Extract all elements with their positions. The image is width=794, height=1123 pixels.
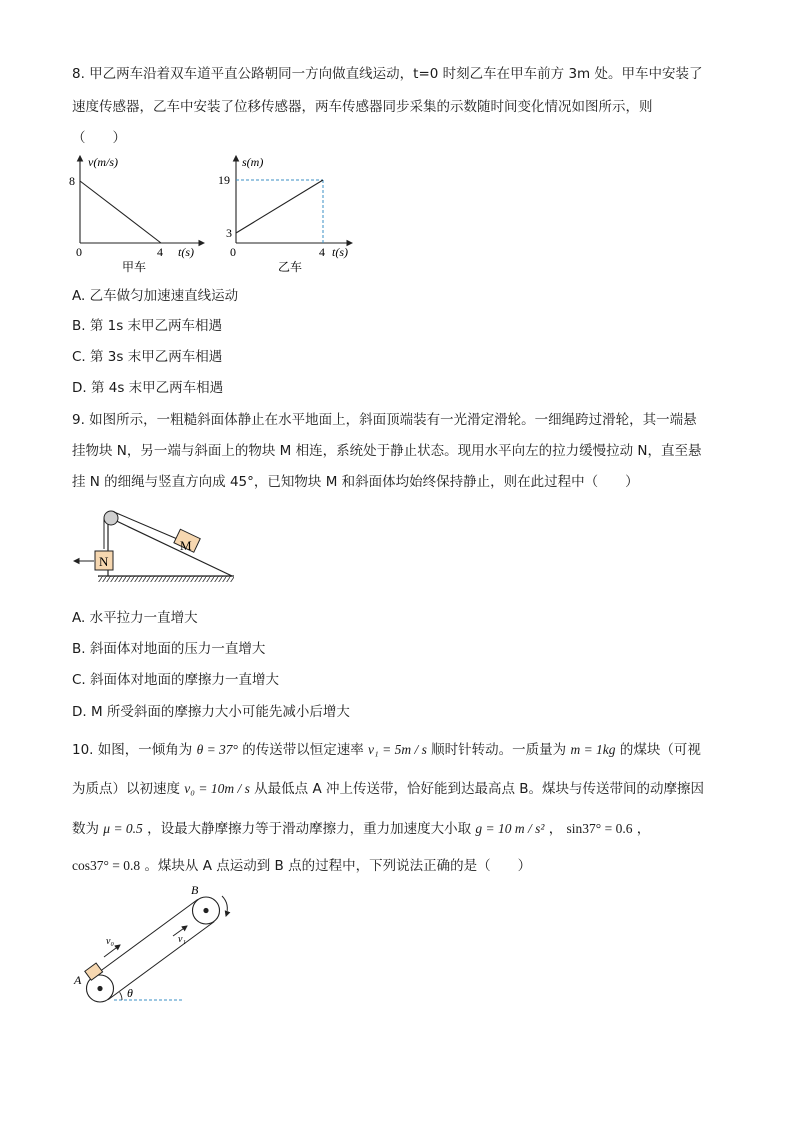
q8-graph-car-b [214, 152, 364, 274]
q10-text: 10. 如图，一倾角为 [72, 742, 193, 758]
ground-hatch [98, 576, 234, 582]
q8-answer-paren: （ ） [72, 130, 126, 146]
v0-label: v₀ [106, 936, 114, 947]
angle-arc [120, 992, 122, 1000]
q9-line-3: 挂 N 的细绳与竖直方向成 45°，已知物块 M 和斜面体均始终保持静止，则在此过程中（ ） [72, 474, 639, 490]
x-axis-label: t(s) [332, 245, 348, 259]
q9-option-a[interactable]: A. 水平拉力一直增大 [72, 610, 198, 626]
y-tick-19: 19 [218, 173, 230, 187]
y-tick-8: 8 [69, 174, 75, 188]
q8-option-c[interactable]: C. 第 3s 末甲乙两车相遇 [72, 349, 223, 365]
q10-text: ， [548, 821, 563, 837]
theta-label: θ [127, 986, 133, 1000]
q10-line-2 [72, 780, 704, 798]
y-axis-label: s(m) [242, 155, 264, 169]
math-g: g = 10 m / s² [475, 821, 545, 836]
x-tick-4: 4 [319, 245, 325, 259]
x-axis-label: t(s) [178, 245, 194, 259]
rotation-arrow-icon [222, 896, 227, 916]
math-v0: v₀ = 10m / s [184, 781, 250, 796]
math-mass: m = 1kg [570, 742, 616, 757]
math-cos: cos37° = 0.8 [72, 858, 141, 873]
y-tick-3: 3 [226, 226, 232, 240]
q10-text: 的传送带以恒定速率 [242, 742, 364, 758]
math-theta: θ = 37° [196, 742, 238, 757]
belt-lower [108, 922, 214, 1000]
q10-text: 的煤块（可视 [619, 742, 701, 758]
q9-option-d[interactable]: D. M 所受斜面的摩擦力大小可能先减小后增大 [72, 704, 350, 720]
point-b-label: B [191, 883, 199, 897]
q10-text: 顺时针转动。一质量为 [431, 742, 567, 758]
block-n-label: N [99, 554, 109, 569]
q9-option-b[interactable]: B. 斜面体对地面的压力一直增大 [72, 641, 266, 657]
q8-option-a[interactable]: A. 乙车做匀加速速直线运动 [72, 288, 239, 304]
q8-option-d[interactable]: D. 第 4s 末甲乙两车相遇 [72, 380, 224, 396]
math-v1: v₁ = 5m / s [368, 742, 427, 757]
velocity-line [80, 181, 161, 243]
q10-text: 为质点）以初速度 [72, 781, 180, 797]
q10-line-3 [72, 820, 650, 838]
y-axis-label: v(m/s) [88, 155, 118, 169]
math-sin: sin37° = 0.6 [566, 821, 633, 836]
x-tick-4: 4 [157, 245, 163, 259]
q8-line-1: 8. 甲乙两车沿着双车道平直公路朝同一方向做直线运动，t=0 时刻乙车在甲车前方 3m 处。甲车中安装了 [72, 66, 703, 82]
graph-caption: 乙车 [278, 260, 303, 274]
displacement-line [236, 180, 323, 233]
q10-line-4 [72, 857, 531, 875]
graph-caption: 甲车 [122, 260, 147, 274]
q9-line-2: 挂物块 N，另一端与斜面上的物块 M 相连，系统处于静止状态。现用水平向左的拉力缓慢拉动 N，直至悬 [72, 443, 702, 459]
q10-text: 数为 [72, 821, 99, 837]
q10-text: 从最低点 A 冲上传送带，恰好能到达最高点 B。煤块与传送带间的动摩擦因 [254, 781, 705, 797]
q8-option-b[interactable]: B. 第 1s 末甲乙两车相遇 [72, 318, 223, 334]
pulley-b-axle [203, 908, 208, 913]
q8-graph-car-a [60, 152, 210, 274]
q10-text: ， [636, 821, 651, 837]
q9-incline-figure [70, 505, 245, 590]
q9-line-1: 9. 如图所示，一粗糙斜面体静止在水平地面上，斜面顶端装有一光滑定滑轮。一细绳跨过滑轮，其一端悬 [72, 412, 697, 428]
q10-line-1 [72, 741, 701, 759]
q8-line-2: 速度传感器，乙车中安装了位移传感器，两车传感器同步采集的示数随时间变化情况如图所示，则 [72, 99, 653, 115]
q9-option-c[interactable]: C. 斜面体对地面的摩擦力一直增大 [72, 672, 280, 688]
origin-label: 0 [230, 245, 236, 259]
point-a-label: A [74, 973, 82, 987]
v1-label: v₁ [178, 934, 186, 945]
math-mu: μ = 0.5 [103, 821, 143, 836]
pulley-a-axle [97, 986, 102, 991]
q10-text: 。煤块从 A 点运动到 B 点的过程中，下列说法正确的是（ ） [144, 858, 532, 874]
incline-body [108, 517, 232, 576]
q10-conveyor-figure [70, 882, 250, 1007]
origin-label: 0 [76, 245, 82, 259]
block-m-label: M [180, 538, 192, 553]
q10-text: ，设最大静摩擦力等于滑动摩擦力，重力加速度大小取 [147, 821, 472, 837]
